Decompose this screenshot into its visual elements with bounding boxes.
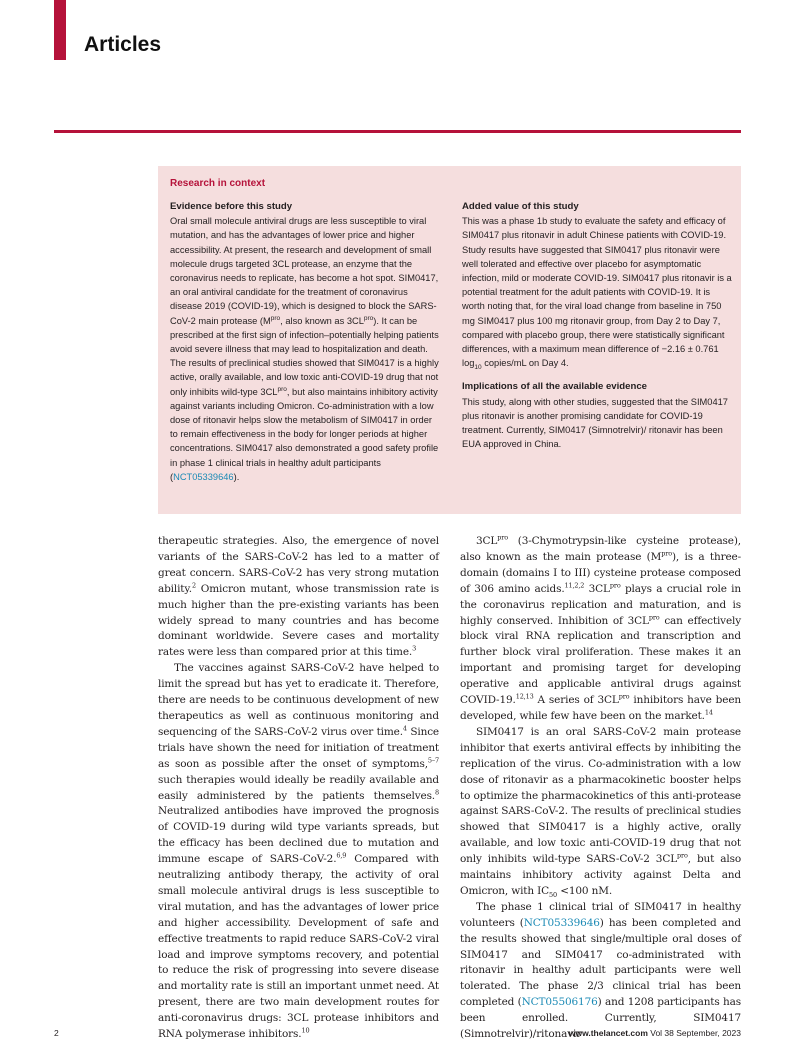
trial-link-nct05339646[interactable]: NCT05339646 — [523, 916, 600, 929]
research-in-context-panel — [158, 166, 741, 514]
body-column-right — [460, 534, 741, 1043]
journal-site[interactable]: www.thelancet.com — [568, 1028, 648, 1038]
header-rule — [54, 130, 741, 133]
trial-link-nct05506176[interactable]: NCT05506176 — [521, 996, 598, 1009]
section-title: Articles — [84, 33, 162, 56]
journal-info: www.thelancet.com Vol 38 September, 2023 — [568, 1028, 741, 1038]
body-paragraph: $3CL^{pro}$ (3-Chymotrypsin-like cysteine protease), also known as the main protease $(M^{pro})$, is a three-domain (domains I to III) cysteine protease composed of 306 amino acids.$^{11,2,2}$ $3CL^{pro}$ plays a crucial role in the coronavirus replication and maturation, and is highly conserved. Inhibition of $3CL^{pro}$ can effectively block viral RNA replication and transcription and further block viral proliferation. These makes it an important and promising target for developing operative and applicable antiviral drugs against COVID-19.$^{12,13}$ A series of $3CL^{pro}$ inhibitors have been developed, while few have been on the market.$^{14}$ — [460, 533, 741, 722]
body-paragraph: therapeutic strategies. Also, the emergence of novel variants of the SARS-CoV-2 has led to a matter of great concern. SARS-CoV-2 has very strong mutation ability.$^2$ Omicron mutant, whose transmission rate is much higher than the pre-existing variants has been widely spread to many countries and has become dominant worldwide. Severe cases and mortality rates were less than compared prior at this time.$^3$ — [158, 535, 439, 659]
body-paragraph: SIM0417 is an oral SARS-CoV-2 main protease inhibitor that exerts antiviral effects by inhibiting the replication of the virus. Co-administration with a low dose of ritonavir as a pharmacokinetic booster helps to optimize the pharmacokinetics of this anti-protease against SARS-CoV-2. The results of preclinical studies showed that SIM0417 is a highly active, orally available, and low toxic anti-COVID-19 drug that not only inhibits wild-type SARS-CoV-2 $3CL^{pro}$, but also maintains inhibitory activity against Delta and Omicron, with $IC_{50} <100$ nM. — [460, 725, 741, 900]
research-in-context-heading: Research in context — [170, 178, 266, 189]
implications-title: Implications of all the available evidence — [462, 381, 648, 393]
added-value-column — [462, 200, 734, 451]
body-paragraph: The vaccines against SARS-CoV-2 have helped to limit the spread but has yet to eradicate it. Therefore, there are needs to be continuous development of new therapeutics as well as continuous monitoring and sequencing of the SARS-CoV-2 virus over time.$^4$ Since trials have shown the need for initiation of treatment as soon as possible after the onset of symptoms,$^{5-7}$ such therapies would ideally be readily available and easily administered by the patients themselves.$^8$ Neutralized antibodies have improved the prognosis of COVID-19 during wild type variants spreads, but the efficacy has been declined due to mutation and immune escape of SARS-CoV-2.$^{6,9}$ Compared with neutralizing antibody therapy, the activity of oral small molecule antiviral drugs is less susceptible to viral mutation, and has the advantages of lower price and higher accessibility. Development of safe and effective treatments to rapid reduce SARS-CoV-2 viral load and improve symptoms recovery, and potential to reduce the risk of progressing into severe disease and mortality rate is still an important unmet need. At present, there are two main development routes for anti-coronavirus drugs: 3CL protease inhibitors and RNA polymerase inhibitors.$^{10}$ — [158, 662, 440, 1041]
evidence-column — [170, 200, 442, 484]
header-accent-bar — [54, 0, 66, 60]
trial-link-nct05339646[interactable]: NCT05339646 — [173, 471, 234, 482]
page-number: 2 — [54, 1028, 59, 1038]
added-value-text: This was a phase 1b study to evaluate the safety and efficacy of SIM0417 plus ritonavir in adult Chinese patients with COVID-19. Study results have suggested that SIM0417 plus ritonavir were well tolerated and effective over placebo for asymptomatic infection, mild or moderate COVID-19. SIM0417 plus ritonavir is a potential treatment for the adult patients with COVID-19. It is worth noting that, for the viral load change from baseline in 750 mg SIM0417 plus 100 mg ritonavir group, from Day 2 to Day 7, compared with placebo group, there were statistically significant differences, with a maximum mean difference of −2.16 ± 0.761 $\log_{10}$ copies/mL on Day 4. — [462, 216, 732, 372]
body-paragraph: The phase 1 clinical trial of SIM0417 in healthy volunteers (NCT05339646) has been completed and the results showed that single/multiple oral doses of SIM0417 and SIM0417 co-administrated with ritonavir in healthy adult participants were well tolerated. The phase 2/3 clinical trial has been completed (NCT05506176) and 1208 participants has been enrolled. Currently, SIM0417 (Simnotrelvir)/ritonavir — [460, 900, 741, 1041]
added-value-title: Added value of this study — [462, 201, 579, 212]
evidence-text: Oral small molecule antiviral drugs are less susceptible to viral mutation, and has the advantages of lower price and higher accessibility. At present, the research and development of small molecule drugs targeted 3CL protease, an enzyme that the coronavirus needs to replicate, has become a hot spot. SIM0417, an oral antiviral candidate for the treatment of coronavirus disease 2019 (COVID-19), which is designed to block the SARS-CoV-2 main protease ($M^{pro}$, also known as $3CL^{pro}$). It can be prescribed at the first sign of infection–potentially helping patients avoid severe illness that may lead to hospitalization and death. The results of preclinical studies showed that SIM0417 is a highly active, orally available, and low toxic anti-COVID-19 drug that not only inhibits wild-type $3CL^{pro}$, but also maintains inhibitory activity against variants including Omicron. Co-administration with a low dose of ritonavir helps slow the metabolism of SIM0417 in order to remain effectiveness in the body for longer periods at higher concentrations. SIM0417 also demonstrated a good safety profile in phase 1 clinical trials in healthy adult participants (NCT05339646). — [170, 216, 439, 482]
body-column-left — [158, 534, 439, 1043]
evidence-title: Evidence before this study — [170, 201, 293, 212]
implications-text: This study, along with other studies, suggested that the SIM0417 plus ritonavir is another promising candidate for COVID-19 treatment. Currently, SIM0417 (Simnotrelvir)/ ritonavir has been EUA approved in China. — [462, 396, 728, 450]
